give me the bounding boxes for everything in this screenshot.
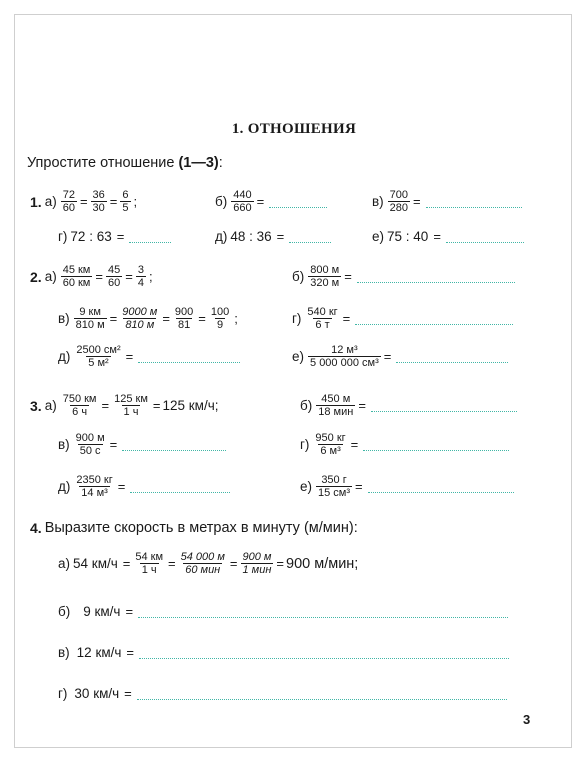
expression: 48 : 36 [230,229,272,244]
task4-g [58,686,510,701]
denominator: 810 м [75,319,105,331]
answer-line[interactable] [138,605,508,618]
task3-number: 3. [30,397,42,414]
task4-text: Выразите скорость в метрах в минуту (м/мин): [44,520,358,536]
answer-line[interactable] [289,230,331,243]
task3-g [300,432,512,457]
numerator: 800 м [310,264,340,276]
fraction [308,344,381,369]
task1-g [58,229,174,244]
equals-sign: = [125,604,134,619]
denominator: 18 мин [318,406,354,418]
fraction [106,264,122,289]
expression: 72 : 63 [70,229,112,244]
denominator: 1 мин [242,564,272,576]
numerator: 900 [174,306,194,318]
denominator: 15 см³ [318,487,351,499]
fraction [74,344,122,369]
denominator: 320 м [310,277,340,289]
task-label: г) [58,686,68,701]
answer-line[interactable] [139,646,509,659]
numerator: 950 кг [315,432,346,444]
task4-a [58,551,361,576]
fraction [61,264,93,289]
result: 125 км/ч; [162,398,219,413]
equals-sign: = [433,229,441,244]
fraction [61,189,77,214]
task-label: б) [292,269,305,284]
denominator: 60 [107,277,121,289]
numerator: 9 км [79,306,101,318]
answer-line[interactable] [355,312,513,325]
semicolon: ; [234,311,238,326]
equals-sign: = [256,194,265,209]
fraction [240,551,273,576]
answer-line[interactable] [129,230,171,243]
task-label: а) [44,398,57,413]
numerator: 2350 кг [76,474,113,486]
task-label: д) [58,479,71,494]
numerator: 36 [92,189,105,201]
denominator: 9 [216,319,224,331]
task-label: г) [292,311,302,326]
task2-d [58,344,243,369]
task2-v [58,306,240,331]
denominator: 5 м² [88,357,109,369]
task2-a [30,264,155,289]
denominator: 60 км [62,277,91,289]
task-label: б) [215,194,228,209]
numerator: 450 м [321,393,351,405]
fraction [133,551,165,576]
task1-number: 1. [30,193,42,210]
task-label: в) [58,311,70,326]
numerator: 540 кг [307,306,338,318]
denominator: 6 м³ [320,445,341,457]
task3-a [30,393,221,418]
task4-b [58,604,511,619]
task1-d [215,229,334,244]
equals-sign: = [109,194,118,209]
equals-sign: = [95,269,103,284]
answer-line[interactable] [426,195,522,208]
task2-g [292,306,516,331]
denominator: 280 [389,202,409,214]
fraction [316,393,355,418]
task-label: в) [58,437,70,452]
task-label: е) [372,229,385,244]
numerator: 54 км [135,551,164,563]
denominator: 50 с [79,445,101,457]
task-label: д) [215,229,228,244]
task-label: г) [58,229,68,244]
fraction [308,264,341,289]
task-label: в) [58,645,70,660]
task-label: а) [44,194,57,209]
result: 900 м/мин; [286,555,359,572]
expression: 12 км/ч [76,645,122,660]
fraction [74,474,114,499]
answer-line[interactable] [138,350,240,363]
denominator: 6 т [315,319,330,331]
answer-line[interactable] [371,399,517,412]
equals-sign: = [344,269,352,284]
task4-v [58,645,512,660]
denominator: 60 [62,202,75,214]
denominator: 81 [177,319,191,331]
task3-d [58,474,233,499]
task-label: г) [300,437,310,452]
semicolon: ; [133,194,138,209]
task2-number: 2. [30,268,42,285]
numerator: 2500 см² [76,344,121,356]
task1-v [372,189,525,214]
task3-b [300,393,520,418]
task1-b [215,189,330,214]
fraction [112,393,150,418]
equals-sign: = [413,194,421,209]
equals-sign: = [276,229,285,244]
numerator: 6 [122,189,129,201]
fraction [316,474,352,499]
task4-number: 4. [30,520,42,536]
numerator: 350 г [321,474,347,486]
instruction-text: Упростите отношение [27,155,179,171]
expression: 54 км/ч [73,556,118,571]
task1-a [30,189,139,214]
answer-line[interactable] [269,195,327,208]
page-number: 3 [523,712,531,727]
task-label: а) [44,269,57,284]
fraction [74,432,107,457]
equals-sign: = [125,269,133,284]
fraction [231,189,253,214]
task-label: д) [58,349,71,364]
equals-sign: = [229,556,238,571]
fraction [305,306,339,331]
numerator: 700 [389,189,409,201]
numerator: 125 км [114,393,148,405]
expression: 9 км/ч [83,604,121,619]
equals-sign: = [125,349,134,364]
numerator: 45 [107,264,121,276]
equals-sign: = [358,398,366,413]
fraction [179,551,227,576]
equals-sign: = [350,437,359,452]
equals-sign: = [198,311,206,326]
numerator: 45 км [62,264,91,276]
instruction [27,155,223,171]
numerator: 100 [210,306,230,318]
numerator: 750 км [62,393,97,405]
task-label: е) [292,349,305,364]
answer-line[interactable] [363,438,509,451]
equals-sign: = [109,437,118,452]
numerator: 900 м [75,432,105,444]
expression: 75 : 40 [387,229,429,244]
equals-sign: = [122,556,131,571]
denominator: 810 м [125,319,155,331]
answer-line[interactable] [368,480,514,493]
denominator: 5 000 000 см³ [310,357,379,369]
fraction [313,432,347,457]
task-label: б) [58,604,71,619]
task-label: б) [300,398,313,413]
denominator: 60 мин [185,564,221,576]
task3-e [300,474,517,499]
equals-sign: = [342,311,351,326]
answer-line[interactable] [137,687,507,700]
fraction [136,264,146,289]
numerator: 440 [233,189,252,201]
answer-line[interactable] [396,350,508,363]
task-label: а) [58,556,71,571]
fraction [91,189,107,214]
numerator: 900 м [242,551,272,563]
equals-sign: = [109,311,118,326]
answer-line[interactable] [446,230,524,243]
equals-sign: = [355,479,363,494]
expression: 30 км/ч [74,686,120,701]
equals-sign: = [116,229,125,244]
answer-line[interactable] [130,480,230,493]
task-label: в) [372,194,384,209]
equals-sign: = [126,645,135,660]
fraction [388,189,410,214]
numerator: 3 [137,264,144,276]
equals-sign: = [276,556,285,571]
equals-sign: = [124,686,132,701]
denominator: 1 ч [123,406,139,418]
numerator: 54 000 м [180,551,225,563]
page-title: 1. ОТНОШЕНИЯ [231,121,357,137]
denominator: 5 [122,202,129,214]
fraction [120,306,159,331]
equals-sign: = [168,556,176,571]
denominator: 660 [233,202,252,214]
task4-header [30,520,361,536]
numerator: 72 [62,189,75,201]
instruction-range: (1—3) [178,155,219,171]
equals-sign: = [152,398,161,413]
equals-sign: = [79,194,88,209]
equals-sign: = [383,349,392,364]
numerator: 9000 м [122,306,158,318]
task2-e [292,344,511,369]
fraction [61,393,99,418]
task-label: е) [300,479,313,494]
equals-sign: = [101,398,110,413]
equals-sign: = [117,479,126,494]
task3-v [58,432,229,457]
fraction [209,306,231,331]
fraction [173,306,195,331]
semicolon: ; [148,269,153,284]
denominator: 1 ч [141,564,157,576]
fraction [120,189,130,214]
task1-e [372,229,527,244]
fraction [74,306,107,331]
denominator: 6 ч [72,406,88,418]
denominator: 30 [92,202,105,214]
answer-line[interactable] [357,270,515,283]
equals-sign: = [162,311,170,326]
instruction-colon: : [218,155,223,171]
answer-line[interactable] [122,438,226,451]
numerator: 12 м³ [331,344,358,356]
task2-b [292,264,518,289]
denominator: 4 [137,277,144,289]
denominator: 14 м³ [81,487,108,499]
